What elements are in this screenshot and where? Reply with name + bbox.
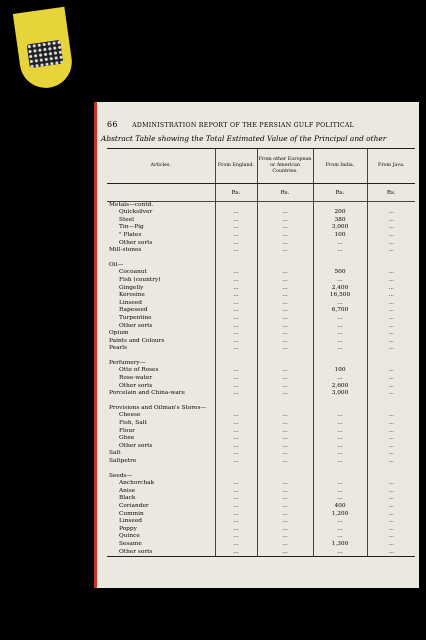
cell-value: ...	[367, 315, 415, 323]
table-row	[107, 480, 415, 488]
cell-value: ...	[215, 420, 257, 428]
row-label: Ghee	[119, 435, 135, 442]
cell-value: ...	[313, 420, 367, 428]
cell-value: ...	[313, 330, 367, 338]
cell-value: ...	[215, 480, 257, 488]
cell-value: 100	[313, 367, 367, 375]
cell-value: ...	[215, 330, 257, 338]
cell-value: ...	[257, 450, 313, 458]
cell-value: ...	[367, 458, 415, 466]
cell-value: ...	[257, 277, 313, 285]
cell-value: ...	[313, 247, 367, 255]
row-label: Pearls	[109, 345, 128, 352]
table-row	[107, 518, 415, 526]
cell-value: ...	[215, 323, 257, 331]
unit-label: Rs.	[367, 184, 415, 202]
cell-value	[215, 262, 257, 270]
table-row	[107, 420, 415, 428]
cell-value: ...	[367, 503, 415, 511]
col-header-articles: Articles.	[107, 149, 215, 184]
row-label: Rapeseed	[119, 307, 148, 314]
cell-value: ...	[367, 224, 415, 232]
cell-value	[313, 405, 367, 413]
cell-value: ...	[257, 224, 313, 232]
cell-value: ...	[257, 240, 313, 248]
cell-value: ...	[367, 269, 415, 277]
cell-value: ...	[313, 345, 367, 353]
cell-value: ...	[367, 488, 415, 496]
cell-value: 3,000	[313, 224, 367, 232]
spacer-row	[107, 255, 415, 262]
row-label: Other sorts	[119, 442, 153, 449]
row-label: Otto of Roses	[119, 367, 159, 374]
cell-value: ...	[257, 367, 313, 375]
cell-value: ...	[313, 300, 367, 308]
unit-label: Rs.	[215, 184, 257, 202]
row-label: Perfumery—	[109, 359, 146, 366]
cell-value	[367, 262, 415, 270]
cell-value	[257, 360, 313, 368]
cell-value: 16,500	[313, 292, 367, 300]
cell-value: ...	[215, 443, 257, 451]
row-label: Provisions and Oilman's Stores—	[109, 404, 207, 411]
cell-value: ...	[257, 285, 313, 293]
cell-value: 3,000	[313, 390, 367, 398]
cell-value: ...	[215, 269, 257, 277]
row-label: Sesame	[119, 540, 142, 547]
page-number: 66	[107, 120, 118, 129]
row-label: Oil—	[109, 261, 124, 268]
row-label: Quince	[119, 533, 140, 540]
cell-value: ...	[313, 526, 367, 534]
cell-value: ...	[215, 458, 257, 466]
cell-value: ...	[313, 323, 367, 331]
cell-value: ...	[215, 533, 257, 541]
cell-value: ...	[257, 428, 313, 436]
cell-value	[257, 201, 313, 209]
cell-value: ...	[313, 533, 367, 541]
cell-value: ...	[215, 247, 257, 255]
cell-value: ...	[367, 338, 415, 346]
cell-value	[367, 473, 415, 481]
cell-value: ...	[257, 232, 313, 240]
cell-value: ...	[313, 240, 367, 248]
table-row	[107, 285, 415, 293]
cell-value: ...	[257, 495, 313, 503]
table-row	[107, 201, 415, 209]
cell-value: ...	[215, 541, 257, 549]
cell-value: ...	[367, 495, 415, 503]
cell-value: ...	[257, 549, 313, 557]
cell-value: ...	[215, 209, 257, 217]
table-row	[107, 224, 415, 232]
row-label: Salt	[109, 450, 121, 457]
cell-value: ...	[257, 518, 313, 526]
row-label: Fish, Salt	[119, 420, 147, 427]
spacer-row	[107, 353, 415, 360]
cell-value: ...	[367, 217, 415, 225]
cell-value: ...	[257, 526, 313, 534]
cell-value: ...	[367, 285, 415, 293]
table-row	[107, 323, 415, 331]
cell-value: ...	[257, 345, 313, 353]
table-row	[107, 383, 415, 391]
table-row	[107, 209, 415, 217]
table-row	[107, 300, 415, 308]
table-row	[107, 247, 415, 255]
row-label: " Plates	[119, 231, 142, 238]
cell-value: ...	[257, 375, 313, 383]
row-label: Flour	[119, 427, 135, 434]
table-row	[107, 450, 415, 458]
cell-value: ...	[215, 375, 257, 383]
cell-value: ...	[215, 224, 257, 232]
row-label: Black	[119, 495, 136, 502]
cell-value: ...	[367, 518, 415, 526]
row-label: Kerosine	[119, 292, 145, 299]
table-row	[107, 443, 415, 451]
table-row	[107, 503, 415, 511]
table-title: Abstract Table showing the Total Estimated Value of the Principal and other	[101, 134, 387, 143]
cell-value: ...	[215, 549, 257, 557]
unit-label: Rs.	[257, 184, 313, 202]
cell-value: ...	[215, 428, 257, 436]
clip-grip	[26, 40, 63, 68]
cell-value: ...	[257, 458, 313, 466]
cell-value: ...	[367, 300, 415, 308]
cell-value: ...	[313, 435, 367, 443]
cell-value: 200	[313, 209, 367, 217]
book-page	[97, 102, 419, 588]
row-label: Tin—Pig	[119, 224, 144, 231]
table-row	[107, 541, 415, 549]
cell-value: ...	[313, 338, 367, 346]
table-row	[107, 458, 415, 466]
cell-value: ...	[313, 428, 367, 436]
cell-value: ...	[367, 443, 415, 451]
table-row	[107, 345, 415, 353]
cell-value: ...	[367, 383, 415, 391]
cell-value: ...	[313, 315, 367, 323]
table-row	[107, 375, 415, 383]
table-row	[107, 292, 415, 300]
cell-value: ...	[215, 526, 257, 534]
cell-value: ...	[313, 443, 367, 451]
row-label: Poppy	[119, 525, 137, 532]
cell-value: ...	[257, 488, 313, 496]
table-row	[107, 428, 415, 436]
cell-value	[215, 473, 257, 481]
cell-value: ...	[215, 338, 257, 346]
cell-value: ...	[313, 495, 367, 503]
col-header-india: From India.	[313, 149, 367, 184]
col-header-england: From England.	[215, 149, 257, 184]
table-row	[107, 390, 415, 398]
cell-value: ...	[367, 292, 415, 300]
cell-value: ...	[257, 480, 313, 488]
cell-value: ...	[215, 367, 257, 375]
cell-value: ...	[215, 240, 257, 248]
cell-value: ...	[313, 375, 367, 383]
cell-value: 2,600	[313, 383, 367, 391]
cell-value: ...	[257, 217, 313, 225]
table-row	[107, 232, 415, 240]
row-label: Rose-water	[119, 375, 153, 382]
cell-value: ...	[257, 338, 313, 346]
cell-value: ...	[313, 412, 367, 420]
cell-value: ...	[367, 277, 415, 285]
cell-value: ...	[215, 488, 257, 496]
table-row	[107, 473, 415, 481]
cell-value: ...	[367, 480, 415, 488]
row-label: Seeds—	[109, 472, 133, 479]
cell-value	[215, 360, 257, 368]
cell-value	[367, 201, 415, 209]
cell-value	[313, 262, 367, 270]
cell-value	[313, 473, 367, 481]
cell-value: ...	[215, 277, 257, 285]
cell-value: 100	[313, 232, 367, 240]
row-label: Paints and Colours	[109, 337, 165, 344]
cell-value: ...	[257, 315, 313, 323]
cell-value: ...	[313, 450, 367, 458]
cell-value: ...	[367, 450, 415, 458]
cell-value: ...	[257, 443, 313, 451]
cell-value: 2,400	[313, 285, 367, 293]
cell-value: ...	[215, 503, 257, 511]
row-label: Porcelain and China-ware	[109, 390, 185, 397]
col-header-java: From Java.	[367, 149, 415, 184]
cell-value: 6,700	[313, 307, 367, 315]
cell-value: ...	[313, 458, 367, 466]
row-label: Other sorts	[119, 239, 153, 246]
table-row	[107, 549, 415, 557]
cell-value: ...	[257, 307, 313, 315]
cell-value: ...	[367, 428, 415, 436]
table-row	[107, 367, 415, 375]
row-label: Cheese	[119, 412, 141, 419]
row-label: Steel	[119, 216, 135, 223]
cell-value: ...	[215, 435, 257, 443]
cell-value: ...	[367, 367, 415, 375]
cell-value: ...	[367, 435, 415, 443]
cell-value: ...	[367, 541, 415, 549]
cell-value: ...	[215, 383, 257, 391]
table-row	[107, 315, 415, 323]
cell-value	[313, 201, 367, 209]
cell-value: ...	[257, 209, 313, 217]
cell-value: ...	[257, 420, 313, 428]
cell-value: 1,300	[313, 541, 367, 549]
cell-value: ...	[313, 480, 367, 488]
cell-value: ...	[257, 300, 313, 308]
cell-value	[367, 360, 415, 368]
cell-value: ...	[215, 232, 257, 240]
row-label: Quicksilver	[119, 209, 153, 216]
row-label: Other sorts	[119, 322, 153, 329]
cell-value: ...	[257, 383, 313, 391]
cell-value: ...	[367, 232, 415, 240]
table-row	[107, 262, 415, 270]
cell-value: ...	[367, 511, 415, 519]
row-label: Anchorchak	[119, 480, 155, 487]
cell-value: ...	[215, 495, 257, 503]
cell-value: ...	[215, 412, 257, 420]
table-row	[107, 495, 415, 503]
cell-value: 500	[313, 269, 367, 277]
cell-value: ...	[367, 209, 415, 217]
row-label: Linseed	[119, 299, 142, 306]
table-row	[107, 435, 415, 443]
cell-value: ...	[367, 420, 415, 428]
cell-value: ...	[257, 541, 313, 549]
binder-clip	[0, 0, 72, 90]
cell-value: ...	[367, 240, 415, 248]
row-label: Fish (country)	[119, 276, 161, 283]
cell-value: ...	[215, 511, 257, 519]
cell-value: ...	[215, 315, 257, 323]
row-label: Other sorts	[119, 382, 153, 389]
table-row	[107, 217, 415, 225]
cell-value	[257, 405, 313, 413]
cell-value: ...	[257, 330, 313, 338]
cell-value: ...	[215, 307, 257, 315]
unit-label: Rs.	[313, 184, 367, 202]
table-body	[107, 184, 415, 557]
spacer-row	[107, 466, 415, 473]
header-row	[107, 149, 415, 184]
cell-value: ...	[215, 292, 257, 300]
row-label: Cummin	[119, 510, 144, 517]
cell-value: ...	[367, 526, 415, 534]
table-row	[107, 330, 415, 338]
cell-value: ...	[257, 323, 313, 331]
cell-value: ...	[367, 412, 415, 420]
abstract-table	[107, 148, 415, 557]
table-row	[107, 269, 415, 277]
cell-value: 380	[313, 217, 367, 225]
row-label: Metals—contd.	[109, 201, 154, 208]
cell-value	[367, 405, 415, 413]
cell-value: ...	[257, 390, 313, 398]
cell-value: ...	[257, 503, 313, 511]
table-row	[107, 240, 415, 248]
table-row	[107, 412, 415, 420]
table-row	[107, 338, 415, 346]
cell-value	[215, 201, 257, 209]
cell-value: ...	[257, 533, 313, 541]
cell-value	[313, 360, 367, 368]
table-row	[107, 488, 415, 496]
row-label: Coriander	[119, 502, 149, 509]
cell-value: ...	[215, 345, 257, 353]
cell-value: ...	[257, 511, 313, 519]
cell-value: ...	[367, 323, 415, 331]
row-label: Linseed	[119, 518, 142, 525]
cell-value: ...	[313, 518, 367, 526]
row-label: Anise	[119, 487, 136, 494]
cell-value	[215, 405, 257, 413]
cell-value: ...	[257, 412, 313, 420]
row-label: Cocoanut	[119, 269, 147, 276]
table-row	[107, 360, 415, 368]
table-row	[107, 526, 415, 534]
running-title: ADMINISTRATION REPORT OF THE PERSIAN GULF POLITICAL	[132, 122, 355, 129]
units-row	[107, 184, 415, 202]
cell-value: ...	[367, 345, 415, 353]
cell-value: ...	[367, 375, 415, 383]
cell-value: ...	[313, 549, 367, 557]
cell-value	[257, 262, 313, 270]
cell-value: ...	[257, 292, 313, 300]
cell-value: ...	[367, 307, 415, 315]
col-header-other-countries: From other European or American Countries.	[257, 149, 313, 184]
table-row	[107, 533, 415, 541]
table-row	[107, 277, 415, 285]
cell-value: ...	[215, 450, 257, 458]
cell-value: ...	[313, 488, 367, 496]
table-row	[107, 307, 415, 315]
running-header	[107, 120, 413, 129]
cell-value: ...	[367, 330, 415, 338]
cell-value: 400	[313, 503, 367, 511]
row-label: Turpentine	[119, 314, 152, 321]
cell-value: ...	[215, 285, 257, 293]
cell-value: ...	[257, 435, 313, 443]
cell-value: ...	[215, 390, 257, 398]
cell-value: ...	[215, 217, 257, 225]
row-label: Opium	[109, 330, 129, 337]
cell-value: ...	[367, 549, 415, 557]
spacer-row	[107, 398, 415, 405]
cell-value	[257, 473, 313, 481]
table-row	[107, 405, 415, 413]
row-label: Other sorts	[107, 549, 215, 557]
row-label: Mill-stones	[109, 247, 142, 254]
cell-value: ...	[215, 518, 257, 526]
cell-value: 1,200	[313, 511, 367, 519]
cell-value: ...	[215, 300, 257, 308]
cell-value: ...	[367, 390, 415, 398]
cell-value: ...	[367, 533, 415, 541]
cell-value: ...	[257, 247, 313, 255]
row-label: Gingelly	[119, 284, 144, 291]
table-row	[107, 511, 415, 519]
cell-value: ...	[367, 247, 415, 255]
row-label: Saltpetre	[109, 458, 137, 464]
cell-value: ...	[313, 277, 367, 285]
cell-value: ...	[257, 269, 313, 277]
